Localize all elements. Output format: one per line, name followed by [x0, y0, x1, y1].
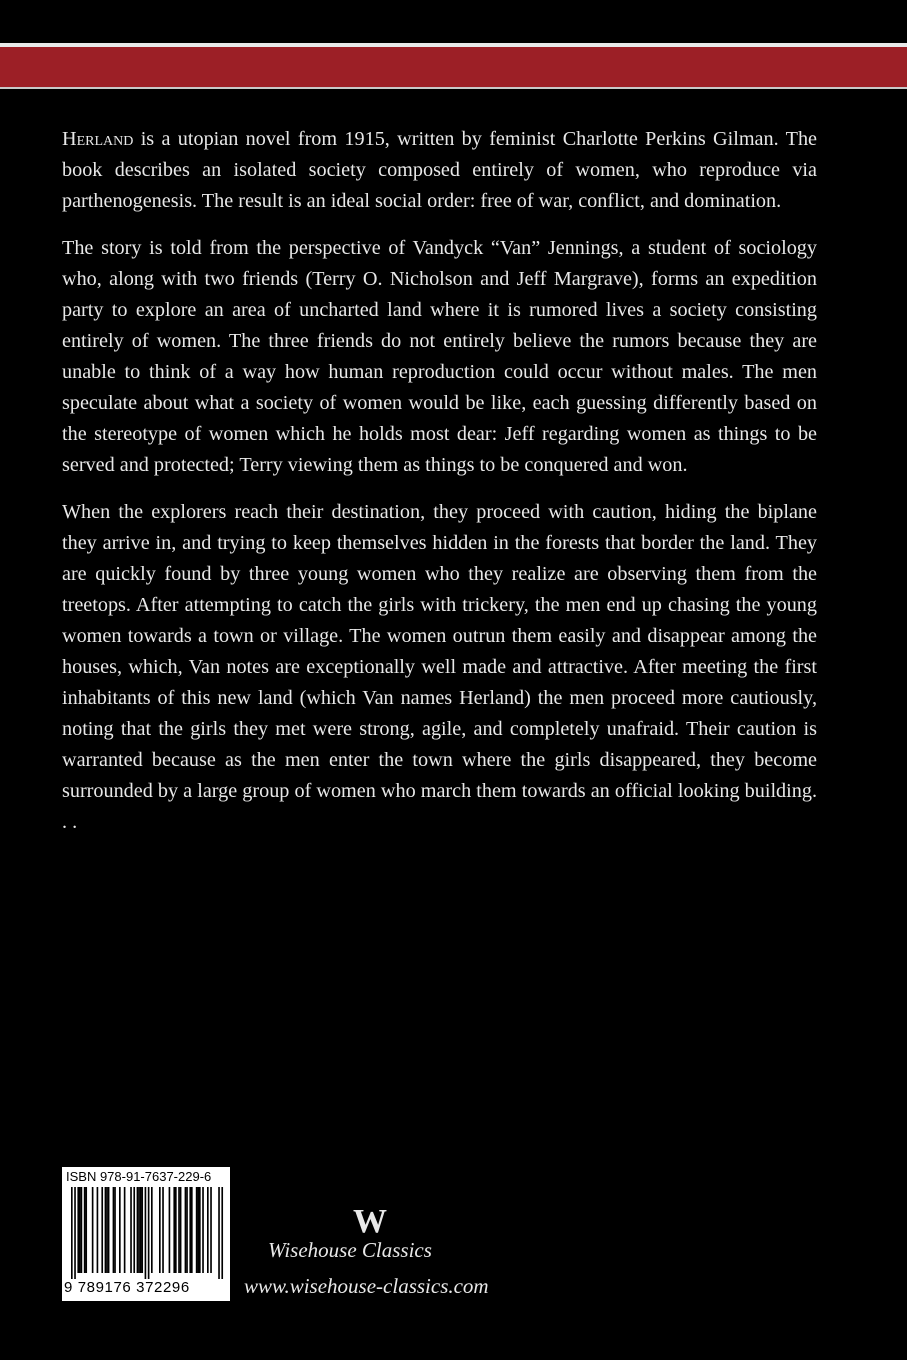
barcode-bar — [124, 1187, 126, 1273]
barcode-digits: 9 789176 372296 — [64, 1279, 190, 1296]
barcode-bar — [180, 1187, 182, 1273]
blurb-paragraph-1 — [62, 124, 817, 217]
barcode-guard-bar — [221, 1187, 223, 1279]
barcode-guard-bar — [74, 1187, 76, 1279]
publisher-url[interactable]: www.wisehouse-classics.com — [244, 1274, 489, 1298]
blurb-text — [62, 124, 817, 854]
barcode-guard-bar — [148, 1187, 150, 1279]
barcode-bar — [138, 1187, 140, 1273]
barcode-bar — [141, 1187, 143, 1273]
barcode-bar — [178, 1187, 180, 1273]
book-title: Herland — [62, 128, 134, 150]
barcode-bars — [68, 1187, 226, 1279]
barcode-bar — [186, 1187, 188, 1273]
barcode-bar — [85, 1187, 87, 1273]
barcode-guard-bar — [71, 1187, 73, 1279]
barcode-bar — [106, 1187, 108, 1273]
red-header-band — [0, 47, 907, 87]
barcode-bar — [185, 1187, 187, 1273]
barcode-guard-bar — [218, 1187, 220, 1279]
blurb-paragraph-1-text: is a utopian novel from 1915, written by feminist Charlotte Perkins Gilman. The book describes an isolated society composed entirely of women, who reproduce via parthenogenesis. The result is an ideal social order: free of war, conflict, and domination. — [62, 128, 817, 212]
barcode-bar — [137, 1187, 139, 1273]
barcode-bar — [113, 1187, 115, 1273]
barcode-bar — [108, 1187, 110, 1273]
barcode-bar — [162, 1187, 164, 1273]
band-rule — [0, 87, 907, 89]
barcode-bar — [197, 1187, 199, 1273]
barcode-bar — [133, 1187, 135, 1273]
barcode-bar — [81, 1187, 83, 1273]
barcode-bar — [119, 1187, 121, 1273]
isbn-label: ISBN 978-91-7637-229-6 — [66, 1169, 212, 1184]
publisher-logo — [340, 1203, 400, 1242]
blurb-paragraph-3: When the explorers reach their destination, they proceed with caution, hiding the biplane they arrive in, and trying to keep themselves hidden in the forests that border the land. They are quickly found by three young women who they realize are observing them from the treetops. After attempting to catch the girls with trickery, the men end up chasing the young women towards a town or village. The women outrun them easily and disappear among the houses, which, Van notes are exceptionally well made and attractive. After meeting the first inhabitants of this new land (which Van names Herland) the men proceed more cautiously, noting that the girls they met were strong, agile, and completely unafraid. Their caution is warranted because as the men enter the town where the girls disappeared, they become surrounded by a large group of women who march them towards an official looking building. . . — [62, 501, 817, 833]
barcode-bar — [101, 1187, 103, 1273]
barcode-bar — [140, 1187, 142, 1273]
barcode-bar — [84, 1187, 86, 1273]
barcode-bar — [92, 1187, 94, 1273]
barcode-bar — [114, 1187, 116, 1273]
blurb-paragraph-2: The story is told from the perspective of Vandyck “Van” Jennings, a student of sociology who, along with two friends (Terry O. Nicholson and Jeff Margrave), forms an expedition party to explore an area of uncharted land where it is rumored lives a society consisting entirely of women. The three friends do not entirely believe the rumors because they are unable to think of a way how human reproduction could occur without males. The men speculate about what a society of women would be like, each guessing differently based on the stereotype of women which he holds most dear: Jeff regarding women as things to be served and protected; Terry viewing them as things to be conquered and won. — [62, 237, 817, 476]
barcode-bar — [169, 1187, 171, 1273]
publisher-logo-icon — [340, 1203, 400, 1237]
publisher-name: Wisehouse Classics — [268, 1238, 432, 1262]
barcode-bar — [97, 1187, 99, 1273]
barcode-bar — [199, 1187, 201, 1273]
barcode-bar — [191, 1187, 193, 1273]
barcode-bar — [189, 1187, 191, 1273]
barcode-bar — [207, 1187, 209, 1273]
isbn-barcode — [62, 1167, 230, 1301]
barcode-bar — [105, 1187, 107, 1273]
barcode-bar — [159, 1187, 161, 1273]
barcode-bar — [151, 1187, 153, 1273]
barcode-guard-bar — [145, 1187, 147, 1279]
publisher-logo-letter: W — [353, 1203, 387, 1237]
barcode-bar — [210, 1187, 212, 1273]
barcode-bar — [175, 1187, 177, 1273]
barcode-bar — [130, 1187, 132, 1273]
barcode-bar — [77, 1187, 79, 1273]
barcode-bar — [202, 1187, 204, 1273]
barcode-bar — [196, 1187, 198, 1273]
barcode-bar — [173, 1187, 175, 1273]
barcode-bar — [79, 1187, 81, 1273]
